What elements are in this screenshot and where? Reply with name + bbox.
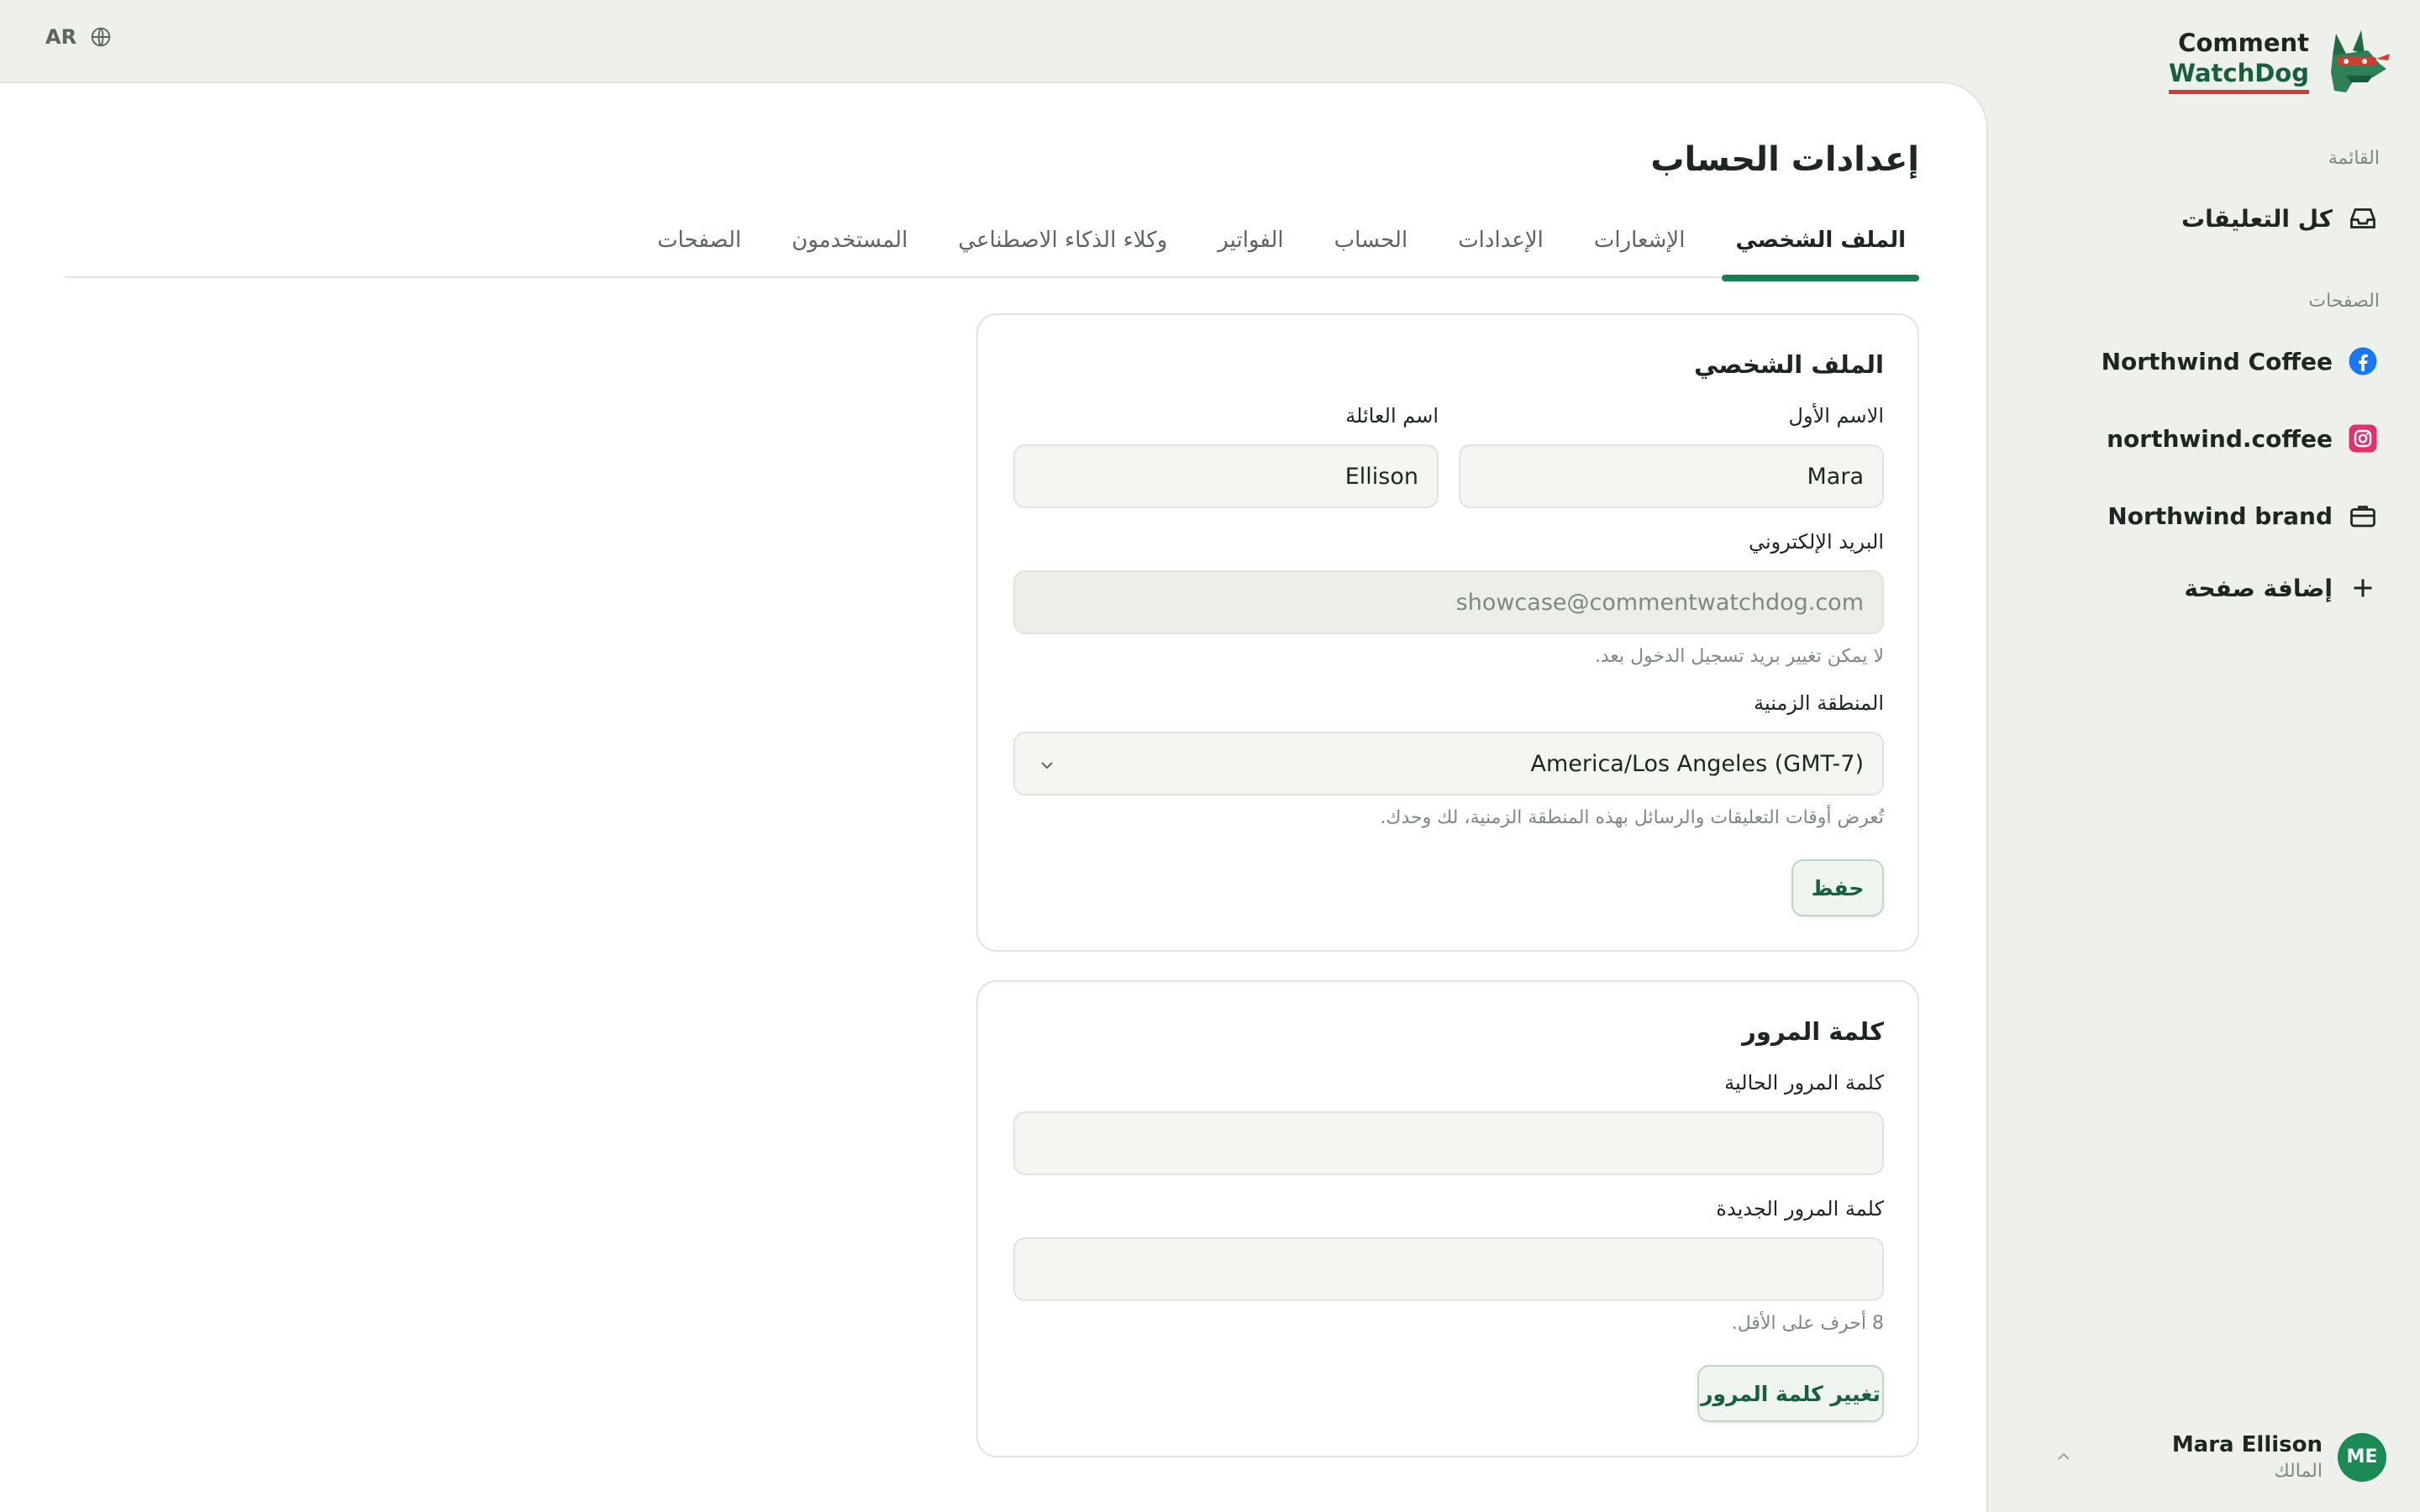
email-hint: لا يمكن تغيير بريد تسجيل الدخول بعد.	[1594, 646, 1884, 667]
sidebar-item-page[interactable]	[2107, 499, 2380, 533]
brand[interactable]	[2169, 25, 2391, 96]
first-name-label: الاسم الأول	[1788, 404, 1884, 428]
tab-ai-agents[interactable]: وكلاء الذكاء الاصطناعي	[958, 228, 1168, 253]
timezone-select[interactable]	[1013, 732, 1884, 795]
email-field: showcase@commentwatchdog.com	[1013, 570, 1884, 634]
briefcase-icon	[2348, 501, 2378, 531]
save-button[interactable]: حفظ	[1791, 859, 1884, 916]
language-code: AR	[45, 25, 77, 49]
new-password-label: كلمة المرور الجديدة	[1716, 1197, 1884, 1221]
add-page-label: إضافة صفحة	[2184, 574, 2333, 602]
tab-profile[interactable]: الملف الشخصي	[1722, 219, 1919, 278]
pages-section-label: الصفحات	[2308, 291, 2380, 312]
menu-section-label: القائمة	[2328, 148, 2380, 169]
change-password-button[interactable]: تغيير كلمة المرور	[1697, 1365, 1884, 1422]
last-name-field[interactable]: Ellison	[1013, 444, 1439, 508]
user-name: Mara Ellison	[2171, 1432, 2323, 1457]
sidebar-item-label: Northwind Coffee	[2101, 347, 2333, 375]
profile-card	[976, 313, 1919, 952]
sidebar-item-page[interactable]	[2102, 344, 2380, 378]
brand-name-line1: Comment	[2178, 28, 2309, 57]
sidebar-item-label: كل التعليقات	[2181, 204, 2333, 233]
chevron-down-icon	[1037, 755, 1057, 775]
language-switcher[interactable]	[45, 25, 112, 49]
sidebar-item-label: Northwind brand	[2107, 501, 2333, 530]
main-panel	[0, 81, 1988, 1512]
timezone-value: America/Los Angeles (GMT-7)	[1530, 750, 1864, 777]
plus-icon	[2348, 573, 2378, 603]
new-password-field[interactable]	[1013, 1237, 1884, 1301]
inbox-icon	[2348, 203, 2378, 234]
tab-notifications[interactable]: الإشعارات	[1593, 228, 1686, 253]
first-name-field[interactable]: Mara	[1459, 444, 1884, 508]
user-menu[interactable]	[2172, 1432, 2386, 1482]
add-page-button[interactable]	[2184, 571, 2380, 605]
sidebar-item-all-comments[interactable]	[2181, 202, 2380, 235]
brand-name-line2: WatchDog	[2169, 58, 2309, 94]
instagram-icon	[2348, 423, 2378, 454]
tab-pages[interactable]: الصفحات	[657, 228, 742, 253]
tab-account[interactable]: الحساب	[1334, 228, 1408, 253]
page-title: إعدادات الحساب	[1650, 140, 1919, 179]
current-password-field[interactable]	[1013, 1111, 1884, 1175]
tab-invoices[interactable]: الفواتير	[1218, 228, 1284, 253]
tab-settings[interactable]: الإعدادات	[1458, 228, 1544, 253]
globe-icon	[90, 26, 112, 48]
timezone-label: المنطقة الزمنية	[1754, 691, 1884, 715]
password-card	[976, 980, 1919, 1457]
password-hint: 8 أحرف على الأقل.	[1731, 1313, 1884, 1334]
email-label: البريد الإلكتروني	[1748, 530, 1884, 554]
avatar: ME	[2338, 1433, 2386, 1482]
last-name-label: اسم العائلة	[1345, 404, 1439, 428]
sidebar-item-label: northwind.coffee	[2107, 424, 2333, 453]
chevron-up-icon[interactable]	[2054, 1446, 2074, 1467]
current-password-label: كلمة المرور الحالية	[1724, 1071, 1884, 1095]
settings-tabs	[66, 219, 1919, 278]
password-card-title: كلمة المرور	[1742, 1017, 1884, 1046]
timezone-hint: تُعرض أوقات التعليقات والرسائل بهذه المنطقة الزمنية، لك وحدك.	[1380, 807, 1884, 828]
dog-logo-icon	[2321, 25, 2391, 96]
user-role: المالك	[2274, 1461, 2323, 1482]
sidebar	[1988, 0, 2420, 1512]
sidebar-item-page[interactable]	[2107, 422, 2380, 455]
profile-card-title: الملف الشخصي	[1694, 350, 1884, 379]
facebook-icon	[2348, 346, 2378, 376]
tab-users[interactable]: المستخدمون	[792, 228, 908, 253]
